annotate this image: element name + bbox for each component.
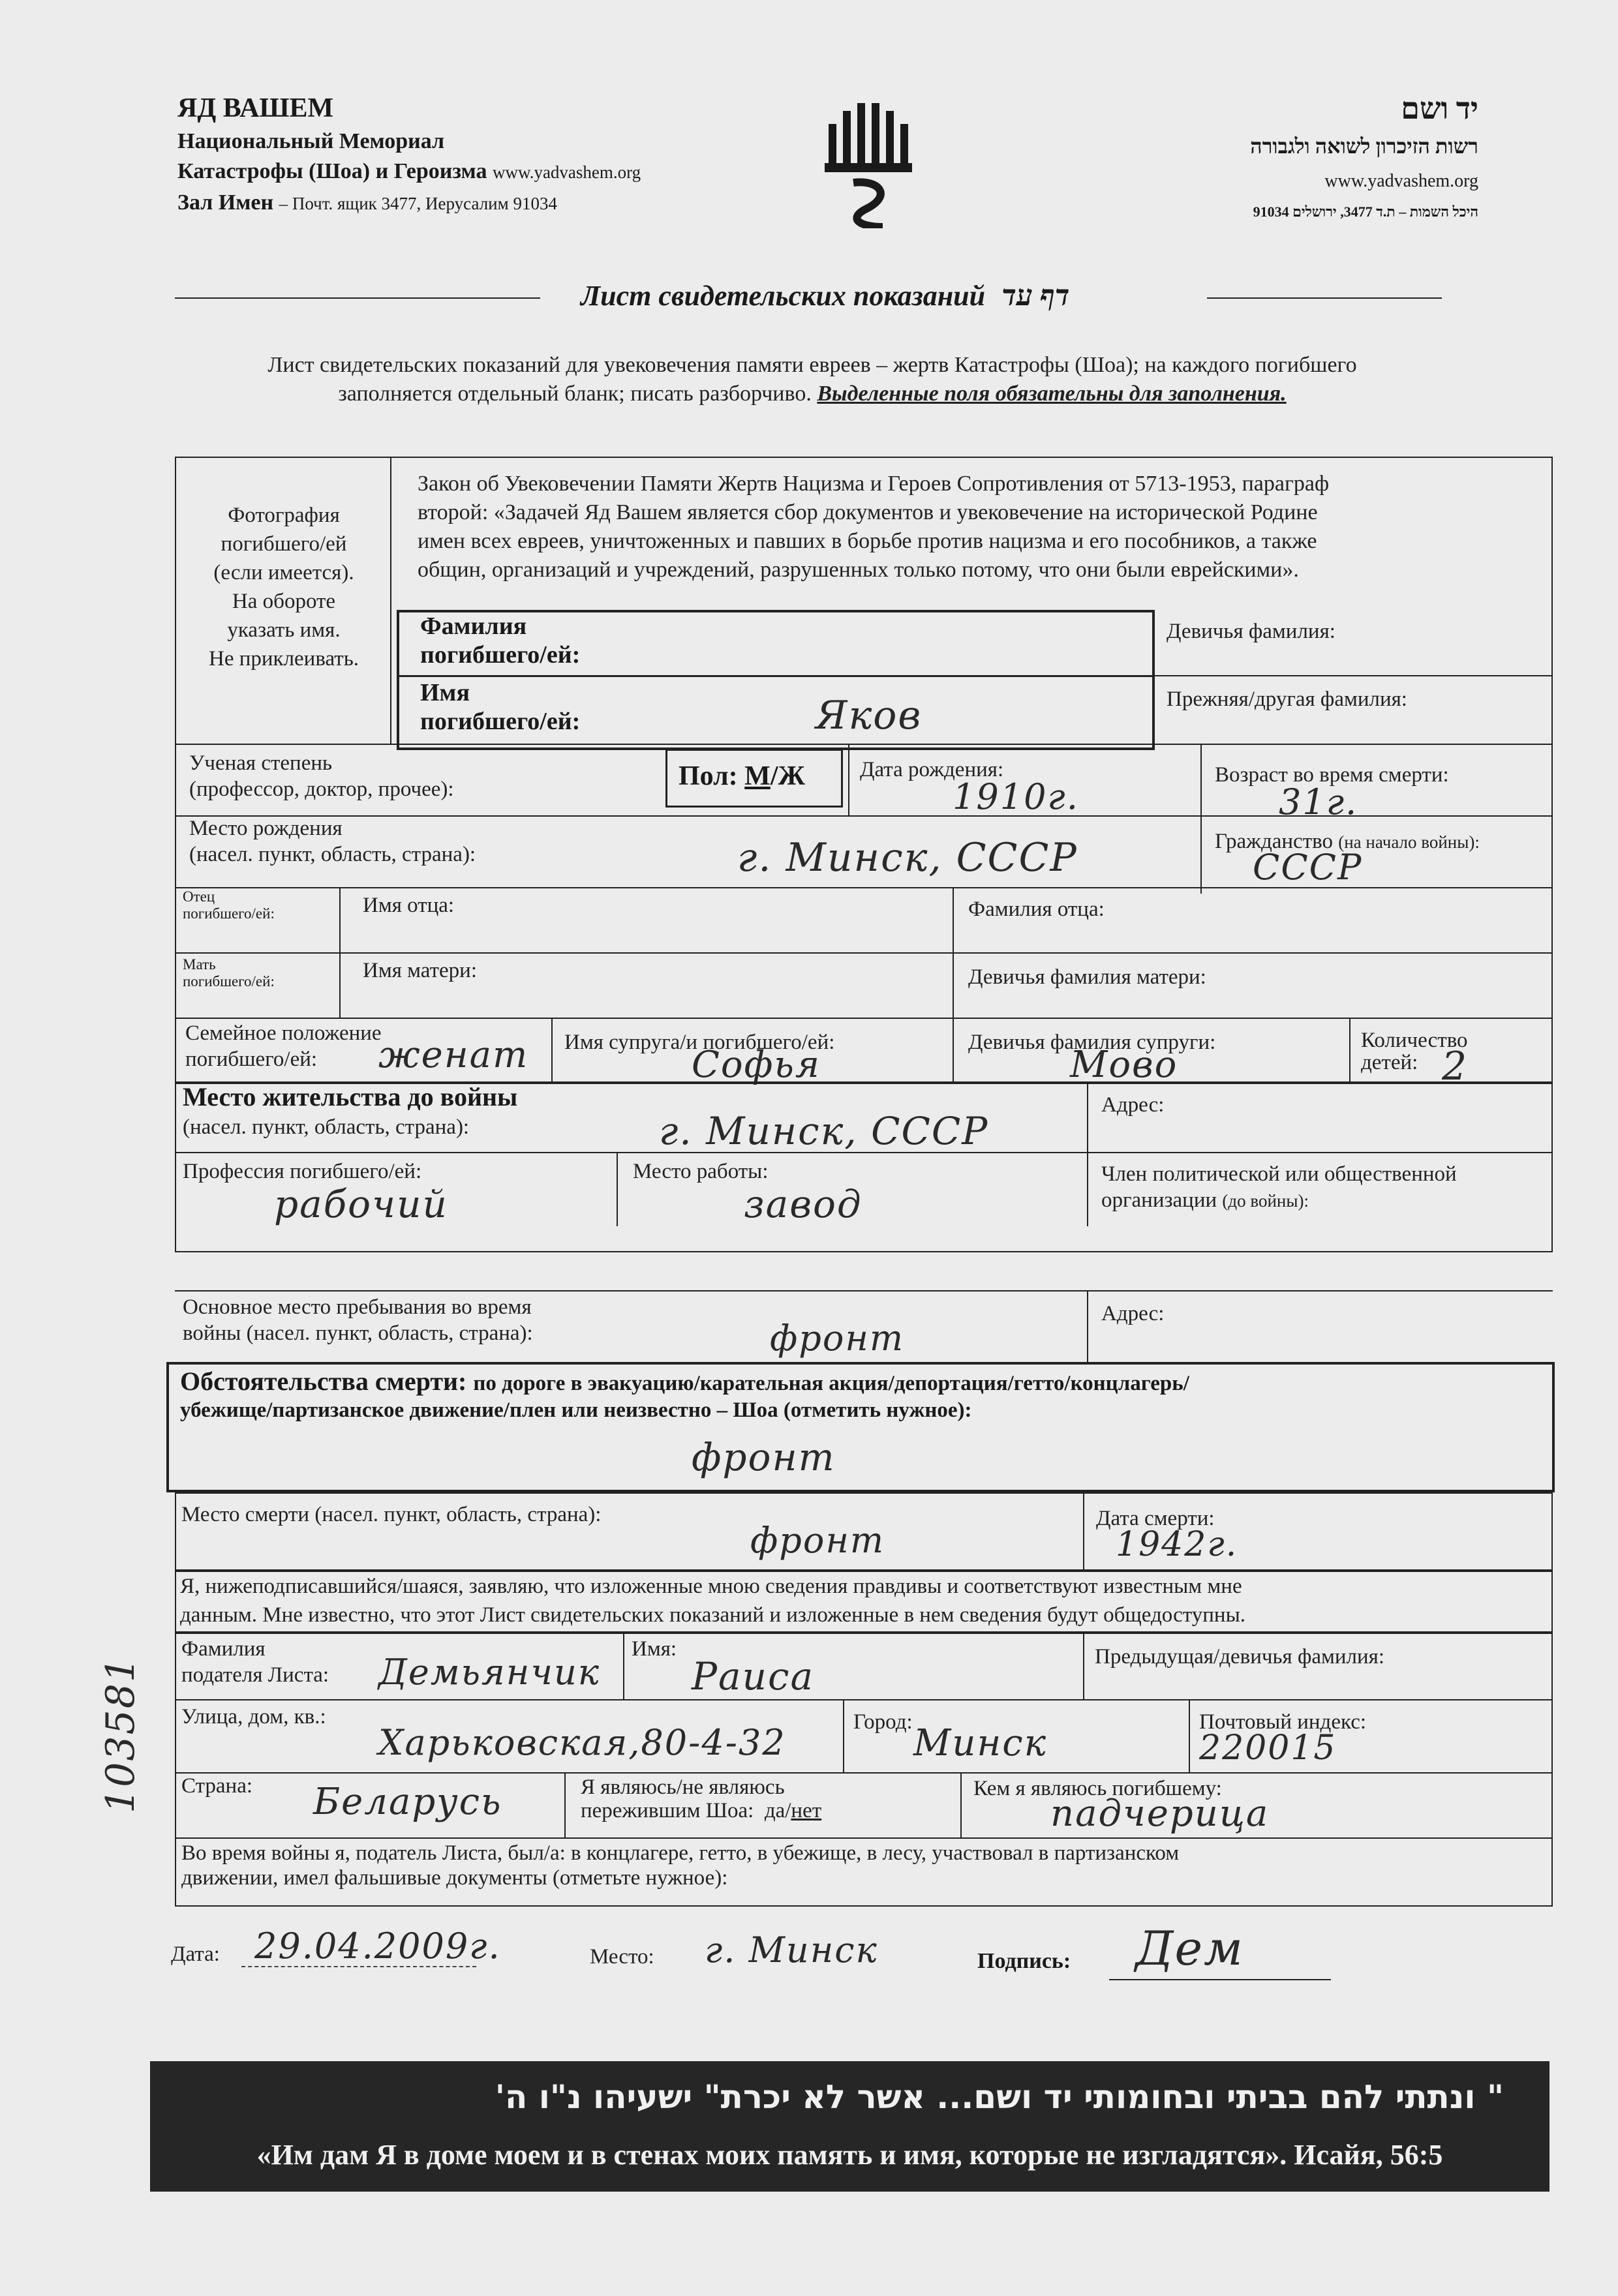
zip-value: 220015	[1199, 1729, 1337, 1768]
org-subtitle-he: רשות הזיכרון לשואה ולגבורה	[1250, 134, 1478, 158]
maiden-name-label: Девичья фамилия:	[1167, 620, 1336, 643]
hall-label: Зал Имен	[177, 190, 274, 215]
spouse-name-label: Имя супруга/и погибшего/ей:	[564, 1031, 835, 1054]
org-title-he: יד ושם	[1401, 92, 1478, 125]
degree-label: Ученая степень (профессор, доктор, прочее):	[189, 751, 454, 801]
victim-surname-label: Фамилия погибшего/ей:	[420, 612, 581, 669]
sex-m[interactable]: М	[744, 761, 771, 791]
circumstances-label: Обстоятельства смерти:	[180, 1367, 467, 1396]
residence-value: г. Минск, СССР	[659, 1109, 989, 1153]
submitter-name-value: Раиса	[692, 1654, 815, 1699]
date-label: Дата:	[171, 1942, 220, 1966]
banner-hebrew: " ונתתי להם בביתי ובחומותי יד ושם... אשר לא יכרת" ישעיהו נ"ו ה'	[495, 2078, 1504, 2116]
country-label: Страна:	[181, 1774, 253, 1798]
signature-label: Подпись:	[977, 1949, 1071, 1973]
survivor-label: Я являюсь/не являюсь пережившим Шоа: да/нет	[581, 1775, 822, 1822]
form-title-he: דף עד	[1001, 280, 1070, 312]
submitter-name-label: Имя:	[632, 1637, 677, 1661]
sex-f[interactable]: Ж	[778, 761, 806, 791]
spouse-name-value: Софья	[692, 1044, 821, 1086]
survivor-no[interactable]: нет	[791, 1799, 822, 1822]
mother-name-label: Имя матери:	[363, 959, 477, 982]
zip-label: Почтовый индекс:	[1199, 1710, 1367, 1734]
birthplace-value: г. Минск, СССР	[737, 835, 1078, 881]
victim-name-value: Яков	[816, 693, 923, 738]
place-label: Место:	[590, 1945, 654, 1969]
children-value: 2	[1442, 1044, 1469, 1089]
citizenship-value: СССР	[1253, 847, 1363, 888]
residence-label: Место жительства до войны	[183, 1082, 518, 1111]
website-right: www.yadvashem.org	[1324, 171, 1478, 191]
profession-value: рабочий	[274, 1182, 448, 1226]
org-subtitle2-ru: Катастрофы (Шоа) и Героизма	[177, 159, 487, 183]
city-value: Минск	[913, 1722, 1048, 1764]
father-surname-label: Фамилия отца:	[968, 898, 1105, 921]
age-value: 31г.	[1279, 781, 1358, 823]
submitter-prev-label: Предыдущая/девичья фамилия:	[1095, 1645, 1385, 1669]
children-label: Количество детей:	[1361, 1029, 1468, 1074]
spouse-maiden-value: Мово	[1070, 1044, 1178, 1086]
relation-label: Кем я являюсь погибшему:	[973, 1777, 1222, 1800]
intro-required-note: Выделенные поля обязательны для заполнения.	[817, 382, 1287, 406]
father-row-label: Отец погибшего/ей:	[183, 888, 275, 922]
marital-value: женат	[378, 1034, 529, 1076]
intro-line1: Лист свидетельских показаний для увековечения памяти евреев – жертв Катастрофы (Шоа); на каждого погибшего	[267, 353, 1357, 377]
wartime-value: фронт	[770, 1318, 905, 1359]
hall-address: – Почт. ящик 3477, Иерусалим 91034	[279, 194, 557, 213]
circumstances-options: по дороге в эвакуацию/карательная акция/депортация/гетто/концлагерь/	[473, 1372, 1189, 1395]
form-title-ru: Лист свидетельских показаний	[581, 280, 986, 312]
wartime-address-label: Адрес:	[1101, 1302, 1165, 1325]
victim-name-label: Имя погибшего/ей:	[420, 679, 581, 735]
father-name-label: Имя отца:	[363, 894, 455, 917]
intro-line2: заполняется отдельный бланк; писать разборчиво.	[338, 382, 812, 406]
dob-value: 1910г.	[953, 776, 1079, 817]
citizenship-label: Гражданство	[1215, 830, 1333, 853]
website-left: www.yadvashem.org	[492, 162, 641, 182]
residence-address-label: Адрес:	[1101, 1093, 1165, 1117]
profession-label: Профессия погибшего/ей:	[183, 1160, 422, 1183]
sex-label: Пол:	[679, 761, 738, 791]
marital-label: Семейное положение погибшего/ей:	[185, 1021, 382, 1071]
street-value: Харьковская,80-4-32	[378, 1722, 786, 1763]
photo-box: Фотография погибшего/ей (если имеется). На обороте указать имя. Не приклеивать.	[208, 504, 359, 671]
death-date-label: Дата смерти:	[1096, 1507, 1215, 1530]
death-date-value: 1942г.	[1116, 1525, 1238, 1564]
side-number: 103581	[98, 1655, 144, 1813]
member-label: Член политической или общественной организации (до войны):	[1101, 1162, 1457, 1212]
death-place-value: фронт	[750, 1520, 885, 1561]
war-note: Во время войны я, податель Листа, был/а: в концлагере, гетто, в убежище, в лесу, участвовал в партизанском движении, имел фальшивые документы (отметьте нужное):	[181, 1841, 1180, 1890]
survivor-yes[interactable]: да	[764, 1799, 786, 1822]
yad-vashem-logo	[821, 98, 919, 228]
age-label: Возраст во время смерти:	[1215, 763, 1449, 787]
birthplace-label: Место рождения (насел. пункт, область, страна):	[189, 817, 476, 866]
prev-surname-label: Прежняя/другая фамилия:	[1167, 687, 1407, 711]
dob-label: Дата рождения:	[860, 758, 1004, 781]
country-value: Беларусь	[313, 1781, 502, 1823]
relation-value: падчерица	[1050, 1792, 1270, 1835]
spouse-maiden-label: Девичья фамилия супруги:	[968, 1031, 1216, 1054]
circumstances-options-2: убежище/партизанское движение/плен или неизвестно – Шоа (отметить нужное):	[180, 1398, 972, 1422]
mother-row-label: Мать погибшего/ей:	[183, 956, 275, 989]
wartime-label: Основное место пребывания во время войны (насел. пункт, область, страна):	[183, 1295, 533, 1345]
address-he: היכל השמות – ת.ד 3477, ירושלים 91034	[1253, 204, 1478, 220]
circumstances-value: фронт	[692, 1435, 836, 1479]
signature-value: Дем	[1135, 1921, 1244, 1976]
org-subtitle-ru: Национальный Мемориал	[177, 129, 445, 153]
quote-banner	[150, 2061, 1549, 2192]
street-label: Улица, дом, кв.:	[181, 1705, 326, 1729]
city-label: Город:	[853, 1710, 913, 1734]
death-place-label: Место смерти (насел. пункт, область, страна):	[181, 1503, 602, 1526]
residence-sub: (насел. пункт, область, страна):	[183, 1115, 470, 1139]
submitter-surname-value: Демьянчик	[378, 1652, 600, 1693]
submitter-surname-label: Фамилия подателя Листа:	[181, 1637, 329, 1687]
banner-russian: «Им дам Я в доме моем и в стенах моих память и имя, которые не изгладятся». Исайя, 56:5	[256, 2139, 1443, 2171]
law-text: Закон об Увековечении Памяти Жертв Нацизма и Героев Сопротивления от 5713-1953, параграф второй: «Задачей Яд Вашем является сбор документов и увековечение на исторической Родине имен всех евреев, уничтоженных и павших в борьбе против нацизма и его пособников, а также общин, организаций и учреждений, разрушенных только потому, что они были еврейскими».	[418, 472, 1330, 582]
org-title-ru: ЯД ВАШЕМ	[177, 93, 334, 123]
workplace-value: завод	[744, 1182, 862, 1226]
workplace-label: Место работы:	[633, 1160, 769, 1183]
mother-maiden-label: Девичья фамилия матери:	[968, 965, 1206, 989]
date-value: 29.04.2009г.	[254, 1926, 501, 1967]
place-value: г. Минск	[705, 1929, 878, 1971]
